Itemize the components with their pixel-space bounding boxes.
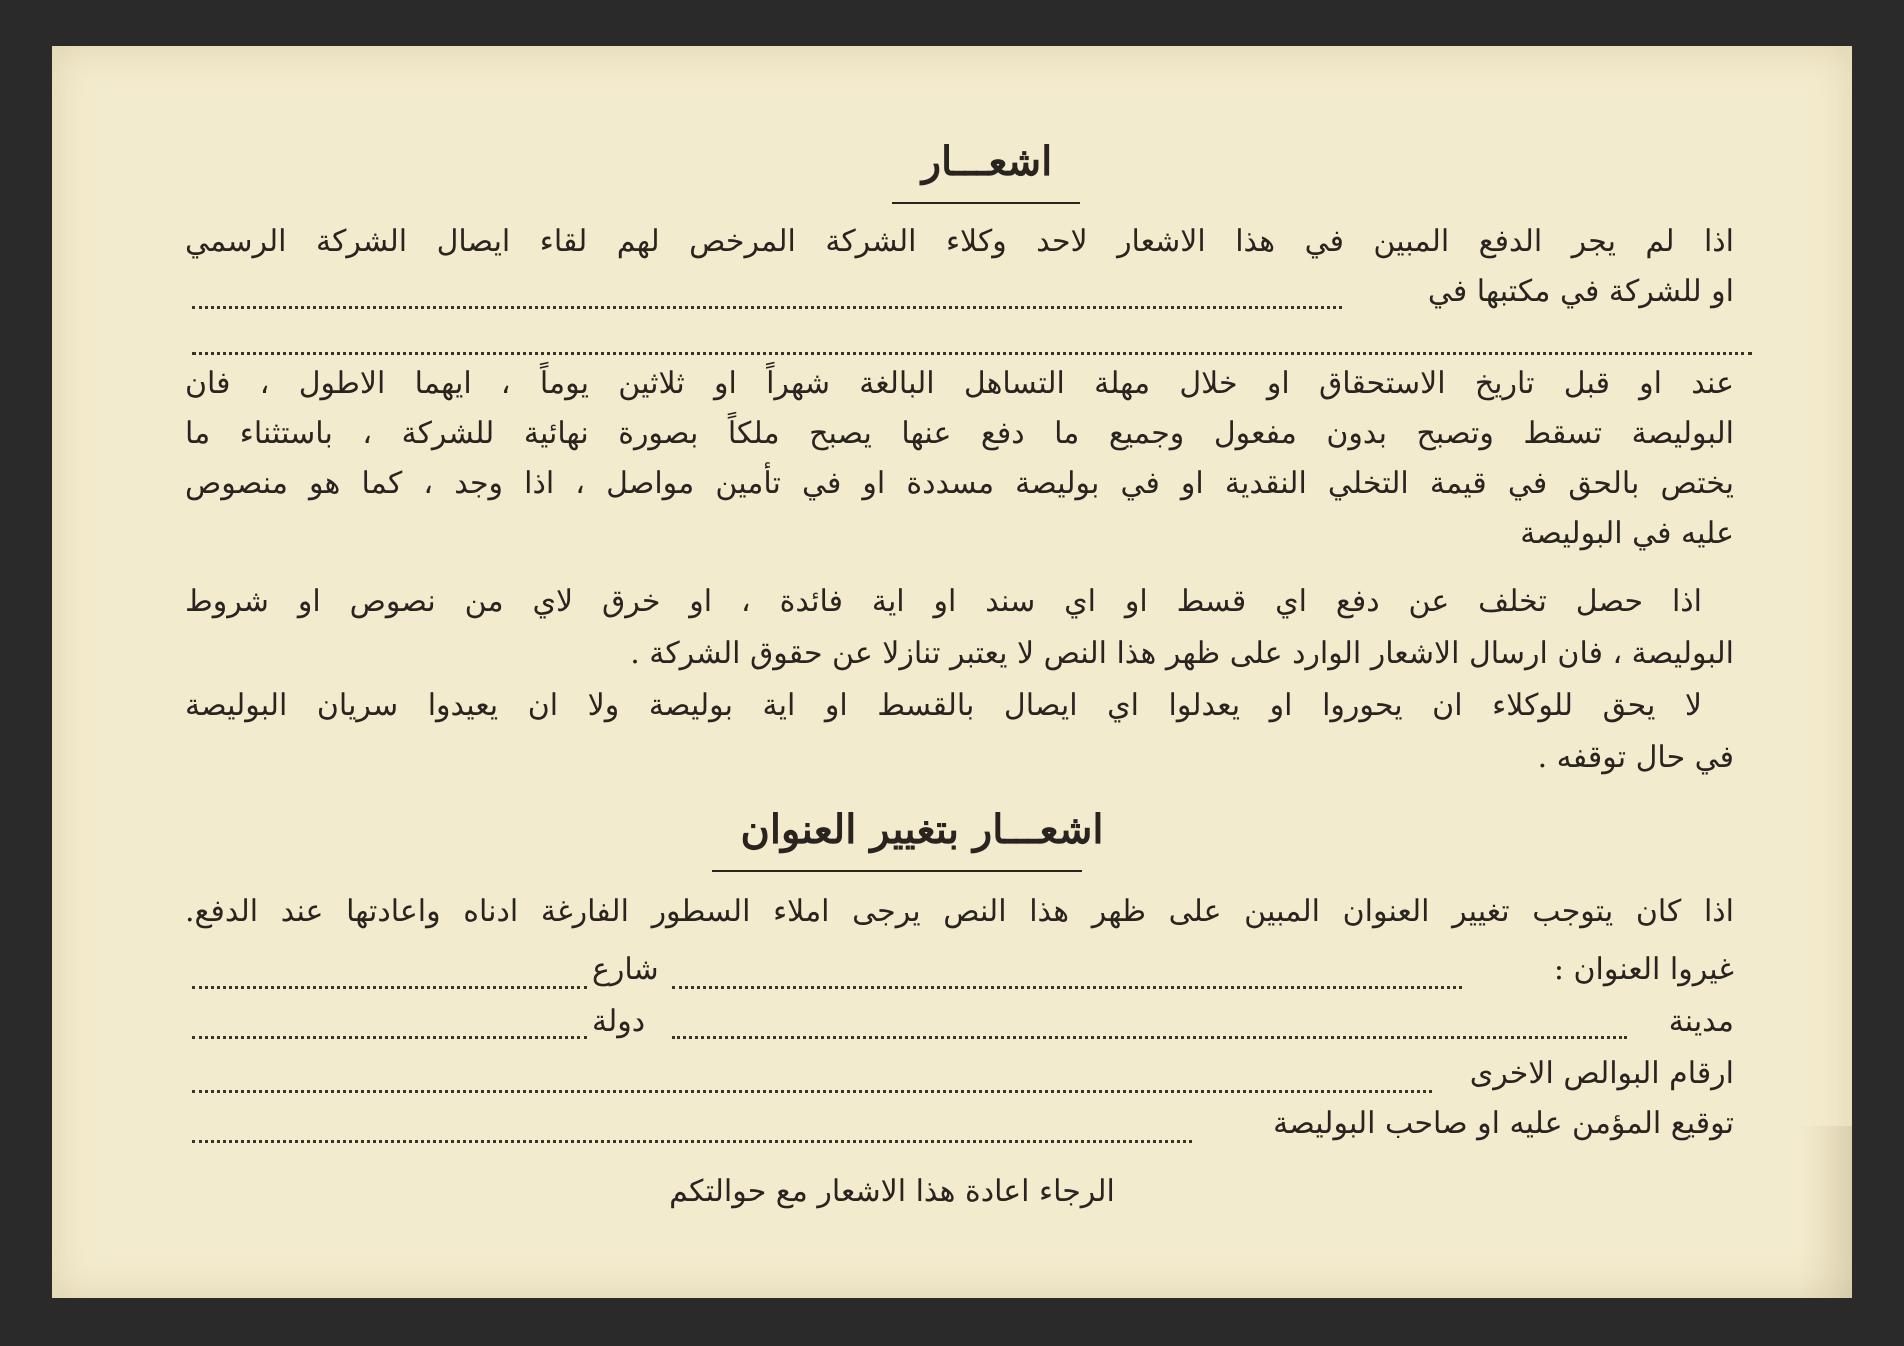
address-extra-input-line[interactable] (192, 986, 587, 989)
paragraph1-line-2: البوليصة تسقط وتصبح بدون مفعول وجميع ما دفع عنها يصبح ملكاً بصورة نهائية للشركة ، باستثناء ما (185, 416, 1734, 451)
paragraph2-line-2: البوليصة ، فان ارسال الاشعار الوارد على ظهر هذا النص لا يعتبر تنازلا عن حقوق الشركة . (630, 636, 1734, 671)
intro-line-2: او للشركة في مكتبها في (1427, 274, 1734, 309)
address-change-instruction: اذا كان يتوجب تغيير العنوان المبين على ظهر هذا النص يرجى املاء السطور الفارغة ادناه واعادتها عند الدفع. (185, 894, 1734, 929)
paper-fold (1797, 1126, 1852, 1298)
changed-address-label: غيروا العنوان : (1553, 952, 1734, 987)
signature-input-line[interactable] (192, 1140, 1192, 1143)
street-label: شارع (592, 952, 659, 987)
paragraph3-line-2: في حال توقفه . (1537, 740, 1734, 775)
notice-card (52, 46, 1852, 1298)
country-label: دولة (592, 1004, 646, 1039)
other-policies-input-line[interactable] (192, 1090, 1432, 1093)
return-notice-footer: الرجاء اعادة هذا الاشعار مع حوالتكم (669, 1174, 1115, 1209)
country-input-line[interactable] (192, 1036, 587, 1039)
other-policies-label: ارقام البوالص الاخرى (1469, 1056, 1734, 1091)
paragraph1-line-1: عند او قبل تاريخ الاستحقاق او خلال مهلة التساهل البالغة شهراً او ثلاثين يوماً ، ايهما الاطول ، فان (185, 366, 1734, 401)
intro-line-1: اذا لم يجر الدفع المبين في هذا الاشعار لاحد وكلاء الشركة المرخص لهم لقاء ايصال الشركة الرسمي (185, 224, 1734, 259)
address-change-title-underline (712, 870, 1082, 872)
paragraph1-line-4: عليه في البوليصة (1520, 516, 1734, 551)
office-blank-line-1 (192, 306, 1342, 309)
notice-title: اشعـــار (921, 138, 1053, 185)
city-input-line[interactable] (672, 1036, 1627, 1039)
signature-label: توقيع المؤمن عليه او صاحب البوليصة (1273, 1106, 1734, 1141)
office-blank-line-2 (192, 352, 1752, 355)
paragraph3-line-1: لا يحق للوكلاء ان يحوروا او يعدلوا اي ايصال بالقسط او اية بوليصة ولا ان يعيدوا سريان البوليصة (185, 688, 1702, 723)
notice-title-underline (892, 202, 1080, 204)
address-change-title: اشعـــار بتغيير العنوان (740, 806, 1104, 853)
paragraph1-line-3: يختص بالحق في قيمة التخلي النقدية او في بوليصة مسددة او في تأمين مواصل ، اذا وجد ، كما هو منصوص (185, 466, 1734, 501)
street-input-line[interactable] (672, 986, 1462, 989)
city-label: مدينة (1668, 1004, 1734, 1039)
paragraph2-line-1: اذا حصل تخلف عن دفع اي قسط او اي سند او اية فائدة ، او خرق لاي من نصوص او شروط (185, 584, 1702, 619)
